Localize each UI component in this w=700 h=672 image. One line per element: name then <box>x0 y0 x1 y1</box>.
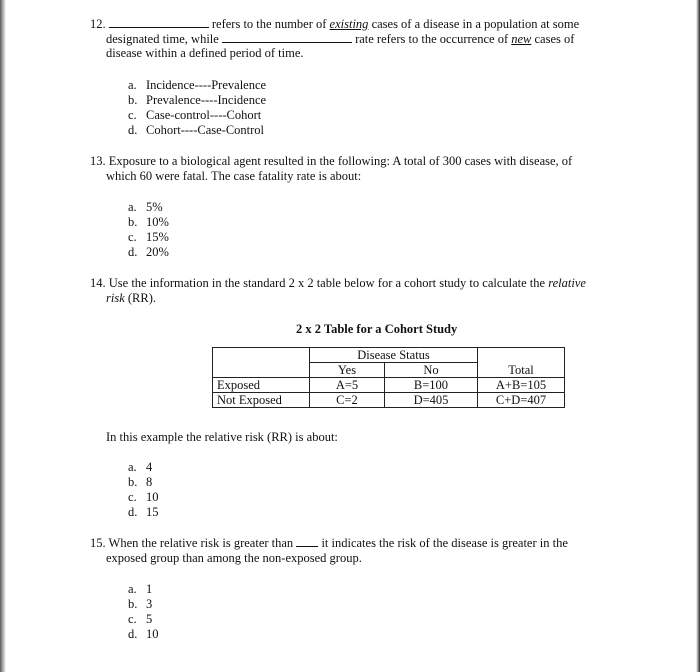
option-13-d: d. 20% <box>128 245 169 259</box>
question-15-line-1: 15. When the relative risk is greater than it indicates the risk of the disease is greater in the <box>90 536 568 550</box>
option-13-c: c. 15% <box>128 230 169 244</box>
question-14-line-2: risk (RR). <box>106 291 156 305</box>
question-14-prompt: In this example the relative risk (RR) is about: <box>106 430 338 444</box>
option-13-a: a. 5% <box>128 200 163 214</box>
table-row-not-exposed <box>213 393 565 408</box>
cell-total-not-exposed: C+D=407 <box>478 393 565 408</box>
table-title: 2 x 2 Table for a Cohort Study <box>296 322 458 336</box>
table-row-exposed <box>213 378 565 393</box>
question-13-line-1: 13. Exposure to a biological agent resulted in the following: A total of 300 cases with disease, of <box>90 154 573 168</box>
option-15-a: a. 1 <box>128 582 153 596</box>
option-12-a: a. Incidence----Prevalence <box>128 78 267 92</box>
question-12-line-2: designated time, while rate refers to the occurrence of new cases of <box>106 32 575 46</box>
option-15-c: c. 5 <box>128 612 153 626</box>
answer-blank <box>296 536 318 547</box>
question-14-line-1: 14. Use the information in the standard 2 x 2 table below for a cohort study to calculate the relative <box>90 276 586 290</box>
option-14-d: d. 15 <box>128 505 159 519</box>
total-header-spacer <box>478 348 565 363</box>
option-14-c: c. 10 <box>128 490 159 504</box>
option-12-b: b. Prevalence----Incidence <box>128 93 267 107</box>
cell-c: C=2 <box>310 393 385 408</box>
page-edge-shadow-right <box>696 0 700 672</box>
table-corner-cell <box>213 348 310 363</box>
row-label: Not Exposed <box>213 393 310 408</box>
yes-header: Yes <box>310 363 385 378</box>
cell-d: D=405 <box>385 393 478 408</box>
answer-blank <box>109 17 209 28</box>
question-15-line-2: exposed group than among the non-exposed group. <box>106 551 362 565</box>
option-12-c: c. Case-control----Cohort <box>128 108 262 122</box>
option-15-d: d. 10 <box>128 627 159 641</box>
cell-a: A=5 <box>310 378 385 393</box>
option-15-b: b. 3 <box>128 597 153 611</box>
option-12-d: d. Cohort----Case-Control <box>128 123 265 137</box>
cohort-2x2-table <box>212 347 565 408</box>
table-subheader-row <box>213 363 565 378</box>
table-header-row <box>213 348 565 363</box>
cell-b: B=100 <box>385 378 478 393</box>
option-14-a: a. 4 <box>128 460 153 474</box>
option-13-b: b. 10% <box>128 215 169 229</box>
question-12-line-3: disease within a defined period of time. <box>106 46 304 60</box>
cell-total-exposed: A+B=105 <box>478 378 565 393</box>
disease-status-header: Disease Status <box>310 348 478 363</box>
page-edge-shadow-left <box>0 0 6 672</box>
total-header: Total <box>478 363 565 378</box>
answer-blank <box>222 32 352 43</box>
question-12-line-1: 12. refers to the number of existing cases of a disease in a population at some <box>90 17 580 31</box>
question-13-line-2: which 60 were fatal. The case fatality rate is about: <box>106 169 362 183</box>
option-14-b: b. 8 <box>128 475 153 489</box>
no-header: No <box>385 363 478 378</box>
row-label: Exposed <box>213 378 310 393</box>
